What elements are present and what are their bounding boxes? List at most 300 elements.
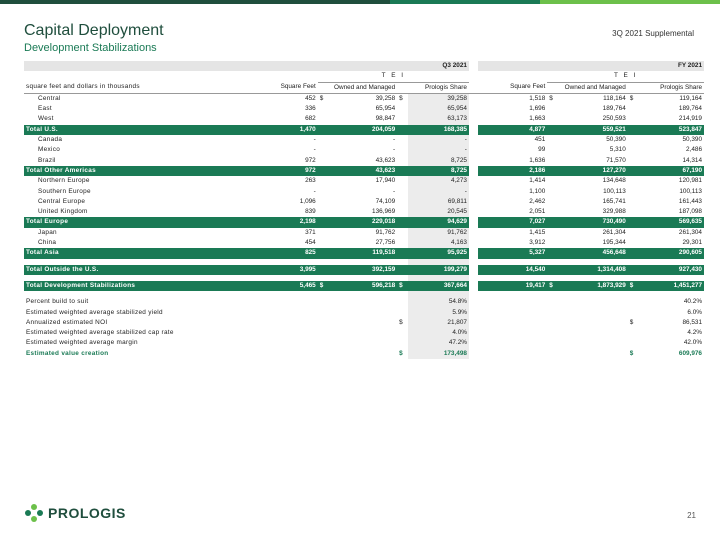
table-row bbox=[24, 207, 704, 217]
empty-cell bbox=[547, 328, 558, 338]
q3-share: 4,163 bbox=[408, 238, 469, 248]
metric-label: Estimated weighted average stabilized yield bbox=[26, 308, 163, 316]
q3-share: 199,279 bbox=[408, 265, 469, 275]
q3-metric-currency bbox=[397, 328, 408, 338]
metric-row bbox=[24, 338, 704, 348]
empty-cell bbox=[237, 318, 318, 328]
tei-q3-label: T E I bbox=[318, 71, 469, 82]
row-label: Mexico bbox=[38, 146, 61, 154]
row-label: Total U.S. bbox=[24, 125, 237, 135]
fy-owned: 118,164 bbox=[603, 94, 626, 102]
fy-owned-currency bbox=[547, 166, 558, 176]
gap-cell bbox=[469, 265, 478, 275]
row-label: Southern Europe bbox=[38, 187, 91, 195]
fy-metric-value: 40.2% bbox=[683, 298, 702, 306]
fy-share-currency bbox=[628, 145, 639, 155]
fy-metric-currency: $ bbox=[629, 318, 634, 326]
empty-cell bbox=[547, 338, 558, 348]
q3-sqft: 3,995 bbox=[237, 265, 318, 275]
empty-cell bbox=[558, 338, 628, 348]
tei-header-row bbox=[24, 71, 704, 82]
fy-share: 67,190 bbox=[639, 166, 704, 176]
gap-cell bbox=[469, 145, 478, 155]
empty-cell bbox=[318, 318, 329, 328]
q3-share-currency bbox=[397, 207, 408, 217]
row-label: East bbox=[38, 105, 52, 113]
supplemental-label: 3Q 2021 Supplemental bbox=[612, 29, 694, 38]
fy-owned: 730,490 bbox=[558, 217, 628, 227]
q3-share: - bbox=[408, 187, 469, 197]
q3-sqft: - bbox=[313, 146, 316, 154]
gap-cell bbox=[469, 207, 478, 217]
gap-cell bbox=[469, 104, 478, 114]
fy-share-currency bbox=[628, 104, 639, 114]
page-number: 21 bbox=[687, 511, 696, 520]
q3-owned: 119,518 bbox=[329, 248, 398, 258]
table-row bbox=[24, 156, 704, 166]
fy-share: 189,764 bbox=[678, 105, 702, 113]
q3-owned: 204,059 bbox=[329, 125, 398, 135]
total-row bbox=[24, 166, 704, 176]
empty-cell bbox=[558, 328, 628, 338]
q3-owned: 43,623 bbox=[329, 166, 398, 176]
q3-sqft: 839 bbox=[305, 208, 316, 216]
col-sqft-q3: Square Feet bbox=[237, 82, 318, 93]
fy-share-currency bbox=[628, 187, 639, 197]
fy-owned: 50,390 bbox=[606, 136, 626, 144]
q3-owned-currency bbox=[318, 104, 329, 114]
fy-owned-currency bbox=[547, 265, 558, 275]
fy-metric-currency: $ bbox=[629, 349, 634, 357]
row-label: Total Asia bbox=[24, 248, 237, 258]
table-row bbox=[24, 135, 704, 145]
fy-sqft: 1,696 bbox=[529, 105, 546, 113]
fy-owned: 456,648 bbox=[558, 248, 628, 258]
q3-owned: 27,756 bbox=[375, 239, 396, 247]
q3-sqft: 452 bbox=[305, 94, 316, 102]
fy-metric-currency bbox=[628, 328, 639, 338]
total-row bbox=[24, 217, 704, 227]
q3-share-currency bbox=[397, 228, 408, 238]
q3-owned: 65,954 bbox=[375, 105, 396, 113]
gap-cell bbox=[469, 248, 478, 258]
row-label: United Kingdom bbox=[38, 208, 88, 216]
gap-cell bbox=[469, 114, 478, 124]
fy-owned-currency bbox=[547, 228, 558, 238]
empty-cell bbox=[478, 318, 548, 328]
empty-cell bbox=[237, 297, 318, 307]
fy-sqft: 4,877 bbox=[478, 125, 548, 135]
fy-metric-value: 6.0% bbox=[687, 308, 702, 316]
fy-share: 2,486 bbox=[686, 146, 702, 154]
fy-owned: 134,648 bbox=[602, 177, 626, 185]
fy-metric-currency bbox=[628, 297, 639, 307]
q3-owned-currency bbox=[318, 125, 329, 135]
q3-owned: 39,258 bbox=[375, 94, 396, 102]
fy-share-currency bbox=[628, 197, 639, 207]
fy-metric-currency bbox=[628, 338, 639, 348]
q3-owned-currency bbox=[318, 187, 329, 197]
metric-row bbox=[24, 318, 704, 328]
empty-cell bbox=[329, 297, 398, 307]
fy-share-currency bbox=[628, 207, 639, 217]
q3-sqft: 5,465 bbox=[237, 281, 318, 291]
table-row bbox=[24, 187, 704, 197]
q3-share-currency bbox=[397, 187, 408, 197]
q3-owned: 98,847 bbox=[375, 115, 396, 123]
q3-share-currency bbox=[397, 166, 408, 176]
fy-owned: 127,270 bbox=[558, 166, 628, 176]
q3-sqft: 371 bbox=[305, 228, 316, 236]
q3-share: 94,629 bbox=[408, 217, 469, 227]
q3-metric-value: 5.9% bbox=[408, 308, 469, 318]
fy-owned: 71,570 bbox=[606, 156, 626, 164]
q3-metric-currency: $ bbox=[399, 318, 403, 326]
q3-metric-value: 4.0% bbox=[408, 328, 469, 338]
q3-sqft: 972 bbox=[305, 156, 316, 164]
table-row bbox=[24, 93, 704, 104]
gap-cell bbox=[469, 349, 478, 359]
metric-row bbox=[24, 328, 704, 338]
empty-cell bbox=[558, 349, 628, 359]
fy-share-currency bbox=[628, 166, 639, 176]
table-row bbox=[24, 104, 704, 114]
q3-owned-currency bbox=[318, 166, 329, 176]
q3-owned-currency bbox=[318, 248, 329, 258]
fy-sqft: 14,540 bbox=[478, 265, 548, 275]
q3-sqft: 263 bbox=[305, 177, 316, 185]
fy-owned: 189,764 bbox=[602, 105, 626, 113]
row-label: Japan bbox=[38, 228, 57, 236]
q3-share-currency bbox=[397, 176, 408, 186]
metric-row bbox=[24, 308, 704, 318]
col-owned-q3: Owned and Managed bbox=[318, 82, 397, 93]
top-accent-bar bbox=[0, 0, 720, 4]
total-row bbox=[24, 248, 704, 258]
q3-owned: 17,940 bbox=[375, 177, 396, 185]
gap-cell bbox=[469, 217, 478, 227]
fy-owned-currency bbox=[547, 248, 558, 258]
metric-row bbox=[24, 297, 704, 307]
fy-share: 569,635 bbox=[639, 217, 704, 227]
q3-owned: 596,218 bbox=[329, 281, 398, 291]
fy-metric-value: 42.0% bbox=[683, 339, 702, 347]
col-owned-fy: Owned and Managed bbox=[547, 82, 628, 93]
q3-share: - bbox=[408, 135, 469, 145]
fy-share-currency bbox=[628, 125, 639, 135]
gap-cell bbox=[469, 125, 478, 135]
fy-share-currency bbox=[628, 238, 639, 248]
stabilizations-table bbox=[24, 61, 704, 359]
q3-share: 367,664 bbox=[408, 281, 469, 291]
q3-owned-currency bbox=[318, 238, 329, 248]
q3-owned: 43,623 bbox=[375, 156, 396, 164]
fy-share-currency bbox=[628, 176, 639, 186]
period-q3-label: Q3 2021 bbox=[408, 61, 469, 71]
row-label: West bbox=[38, 115, 54, 123]
q3-owned: - bbox=[393, 136, 396, 144]
fy-owned-currency bbox=[547, 176, 558, 186]
fy-share: 214,919 bbox=[678, 115, 702, 123]
period-header-row bbox=[24, 61, 704, 71]
fy-share: 187,098 bbox=[678, 208, 702, 216]
q3-owned-currency bbox=[318, 145, 329, 155]
col-share-q3: Prologis Share bbox=[397, 82, 469, 93]
fy-share-currency bbox=[628, 156, 639, 166]
q3-owned-currency: $ bbox=[318, 281, 329, 291]
page-title: Capital Deployment bbox=[24, 22, 164, 39]
fy-sqft: 1,414 bbox=[529, 177, 546, 185]
total-row bbox=[24, 265, 704, 275]
q3-share-currency bbox=[397, 197, 408, 207]
fy-metric-currency bbox=[628, 308, 639, 318]
empty-cell bbox=[318, 328, 329, 338]
empty-cell bbox=[558, 297, 628, 307]
q3-sqft: 2,198 bbox=[237, 217, 318, 227]
fy-owned-currency bbox=[547, 156, 558, 166]
fy-share: 120,981 bbox=[678, 177, 702, 185]
row-label: Total Other Americas bbox=[24, 166, 237, 176]
gap-cell bbox=[469, 228, 478, 238]
q3-owned-currency bbox=[318, 217, 329, 227]
empty-cell bbox=[478, 297, 548, 307]
fy-owned: 100,113 bbox=[603, 187, 626, 195]
col-sqft-fy: Square Feet bbox=[478, 82, 548, 93]
q3-owned-currency bbox=[318, 265, 329, 275]
fy-owned: 559,521 bbox=[558, 125, 628, 135]
total-row bbox=[24, 281, 704, 291]
fy-owned-currency bbox=[547, 145, 558, 155]
gap-cell bbox=[469, 197, 478, 207]
col-share-fy: Prologis Share bbox=[628, 82, 704, 93]
fy-share: 29,301 bbox=[682, 239, 702, 247]
row-label: Brazil bbox=[38, 156, 56, 164]
q3-share-currency bbox=[397, 145, 408, 155]
q3-share: 168,385 bbox=[408, 125, 469, 135]
q3-owned-currency bbox=[318, 207, 329, 217]
fy-owned-currency bbox=[547, 207, 558, 217]
q3-sqft: 336 bbox=[305, 105, 316, 113]
q3-metric-value: 21,807 bbox=[408, 318, 469, 328]
metric-label: Annualized estimated NOI bbox=[26, 318, 108, 326]
fy-owned: 250,593 bbox=[602, 115, 626, 123]
empty-cell bbox=[237, 349, 318, 359]
q3-sqft: 682 bbox=[305, 115, 316, 123]
q3-share: 95,925 bbox=[408, 248, 469, 258]
table-row bbox=[24, 145, 704, 155]
q3-owned: 74,109 bbox=[375, 197, 396, 205]
fy-owned: 1,873,929 bbox=[558, 281, 628, 291]
row-label: Canada bbox=[38, 136, 63, 144]
fy-sqft: 3,912 bbox=[529, 239, 546, 247]
gap-cell bbox=[469, 281, 478, 291]
gap-cell bbox=[469, 156, 478, 166]
gap-cell bbox=[469, 187, 478, 197]
tei-fy-label: T E I bbox=[547, 71, 704, 82]
empty-cell bbox=[558, 308, 628, 318]
q3-owned-currency bbox=[318, 228, 329, 238]
q3-share-currency: $ bbox=[397, 281, 408, 291]
fy-sqft: 1,100 bbox=[529, 187, 546, 195]
q3-owned: 136,969 bbox=[372, 208, 396, 216]
fy-sqft: 451 bbox=[534, 136, 546, 144]
fy-share: 161,443 bbox=[678, 197, 702, 205]
q3-share: - bbox=[408, 145, 469, 155]
fy-metric-value: 86,531 bbox=[682, 318, 702, 326]
fy-owned-currency bbox=[547, 135, 558, 145]
q3-share-currency bbox=[397, 217, 408, 227]
metric-label: Percent build to suit bbox=[26, 298, 89, 306]
empty-cell bbox=[329, 308, 398, 318]
q3-share: 20,545 bbox=[408, 207, 469, 217]
q3-metric-value: 54.8% bbox=[408, 297, 469, 307]
fy-sqft: 1,636 bbox=[529, 156, 546, 164]
fy-sqft: 1,415 bbox=[529, 228, 546, 236]
q3-share: 65,954 bbox=[408, 104, 469, 114]
fy-share: 261,304 bbox=[678, 228, 702, 236]
row-label: China bbox=[38, 239, 57, 247]
q3-share: 4,273 bbox=[408, 176, 469, 186]
metric-label: Estimated weighted average stabilized cap rate bbox=[26, 329, 174, 337]
value-creation-row bbox=[24, 349, 704, 359]
prologis-logo bbox=[24, 503, 126, 523]
q3-owned: 229,018 bbox=[329, 217, 398, 227]
empty-cell bbox=[318, 308, 329, 318]
q3-share-currency bbox=[397, 135, 408, 145]
fy-share: 50,390 bbox=[682, 136, 702, 144]
page-subtitle: Development Stabilizations bbox=[24, 42, 157, 54]
q3-share-currency bbox=[397, 125, 408, 135]
q3-share-currency bbox=[397, 248, 408, 258]
q3-sqft: 825 bbox=[237, 248, 318, 258]
fy-sqft: 2,462 bbox=[529, 197, 546, 205]
q3-metric-currency bbox=[397, 308, 408, 318]
fy-share: 14,314 bbox=[682, 156, 702, 164]
q3-owned-currency bbox=[318, 176, 329, 186]
q3-share: 69,811 bbox=[408, 197, 469, 207]
fy-share: 290,605 bbox=[639, 248, 704, 258]
fy-share-currency bbox=[628, 265, 639, 275]
q3-sqft: 1,470 bbox=[237, 125, 318, 135]
empty-cell bbox=[329, 349, 398, 359]
empty-cell bbox=[478, 308, 548, 318]
q3-share: 8,725 bbox=[408, 156, 469, 166]
fy-owned: 5,310 bbox=[609, 146, 626, 154]
fy-owned-currency bbox=[547, 104, 558, 114]
gap-cell bbox=[469, 338, 478, 348]
fy-owned-currency bbox=[547, 217, 558, 227]
fy-owned: 329,988 bbox=[602, 208, 626, 216]
q3-metric-value: 173,498 bbox=[408, 349, 469, 359]
q3-share-currency bbox=[397, 238, 408, 248]
q3-share-currency bbox=[397, 114, 408, 124]
q3-owned: 392,159 bbox=[329, 265, 398, 275]
empty-cell bbox=[237, 308, 318, 318]
logo-text: PROLOGIS bbox=[48, 505, 126, 521]
gap-cell bbox=[469, 93, 478, 104]
q3-share: 39,258 bbox=[408, 93, 469, 104]
fy-share: 119,164 bbox=[679, 94, 702, 102]
fy-share-currency: $ bbox=[629, 94, 634, 102]
q3-share-currency: $ bbox=[399, 94, 403, 102]
empty-cell bbox=[478, 349, 548, 359]
empty-cell bbox=[547, 308, 558, 318]
unit-label: square feet and dollars in thousands bbox=[24, 82, 237, 93]
fy-sqft: 99 bbox=[538, 146, 546, 154]
row-label: Central Europe bbox=[38, 197, 86, 205]
fy-owned-currency bbox=[547, 187, 558, 197]
q3-owned-currency bbox=[318, 114, 329, 124]
fy-owned-currency bbox=[547, 125, 558, 135]
gap-cell bbox=[469, 135, 478, 145]
fy-sqft: 1,663 bbox=[529, 115, 546, 123]
gap-cell bbox=[469, 328, 478, 338]
metric-label: Estimated weighted average margin bbox=[26, 339, 138, 347]
gap-cell bbox=[469, 318, 478, 328]
table-row bbox=[24, 114, 704, 124]
q3-owned-currency: $ bbox=[319, 94, 324, 102]
fy-sqft: 1,518 bbox=[529, 94, 546, 102]
fy-share: 523,847 bbox=[639, 125, 704, 135]
total-row bbox=[24, 125, 704, 135]
fy-share: 927,430 bbox=[639, 265, 704, 275]
q3-share: 91,762 bbox=[408, 228, 469, 238]
empty-cell bbox=[558, 318, 628, 328]
period-fy-label: FY 2021 bbox=[639, 61, 704, 71]
fy-share-currency: $ bbox=[628, 281, 639, 291]
q3-sqft: 972 bbox=[237, 166, 318, 176]
q3-share: 8,725 bbox=[408, 166, 469, 176]
q3-owned-currency bbox=[318, 197, 329, 207]
fy-sqft: 5,327 bbox=[478, 248, 548, 258]
fy-owned: 261,304 bbox=[602, 228, 626, 236]
q3-metric-currency bbox=[397, 297, 408, 307]
table-row bbox=[24, 228, 704, 238]
fy-share-currency bbox=[628, 248, 639, 258]
empty-cell bbox=[329, 328, 398, 338]
empty-cell bbox=[237, 328, 318, 338]
fy-owned: 195,344 bbox=[602, 239, 626, 247]
empty-cell bbox=[329, 318, 398, 328]
empty-cell bbox=[478, 338, 548, 348]
fy-owned-currency bbox=[547, 197, 558, 207]
q3-share-currency bbox=[397, 104, 408, 114]
metric-label: Estimated value creation bbox=[26, 349, 109, 357]
table-row bbox=[24, 176, 704, 186]
fy-sqft: 2,051 bbox=[529, 208, 546, 216]
empty-cell bbox=[318, 338, 329, 348]
q3-metric-currency: $ bbox=[399, 349, 403, 357]
empty-cell bbox=[547, 297, 558, 307]
row-label: Northern Europe bbox=[38, 177, 90, 185]
fy-share: 100,113 bbox=[679, 187, 702, 195]
column-header-row bbox=[24, 82, 704, 93]
q3-share-currency bbox=[397, 156, 408, 166]
fy-sqft: 7,027 bbox=[478, 217, 548, 227]
empty-cell bbox=[547, 349, 558, 359]
q3-sqft: 1,096 bbox=[299, 197, 316, 205]
fy-share-currency bbox=[628, 135, 639, 145]
q3-owned: - bbox=[393, 146, 396, 154]
fy-share-currency bbox=[628, 228, 639, 238]
q3-metric-value: 47.2% bbox=[408, 338, 469, 348]
fy-owned: 1,314,408 bbox=[558, 265, 628, 275]
fy-share-currency bbox=[628, 114, 639, 124]
row-label: Central bbox=[38, 94, 61, 102]
fy-share-currency bbox=[628, 217, 639, 227]
fy-sqft: 19,417 bbox=[478, 281, 548, 291]
empty-cell bbox=[318, 349, 329, 359]
